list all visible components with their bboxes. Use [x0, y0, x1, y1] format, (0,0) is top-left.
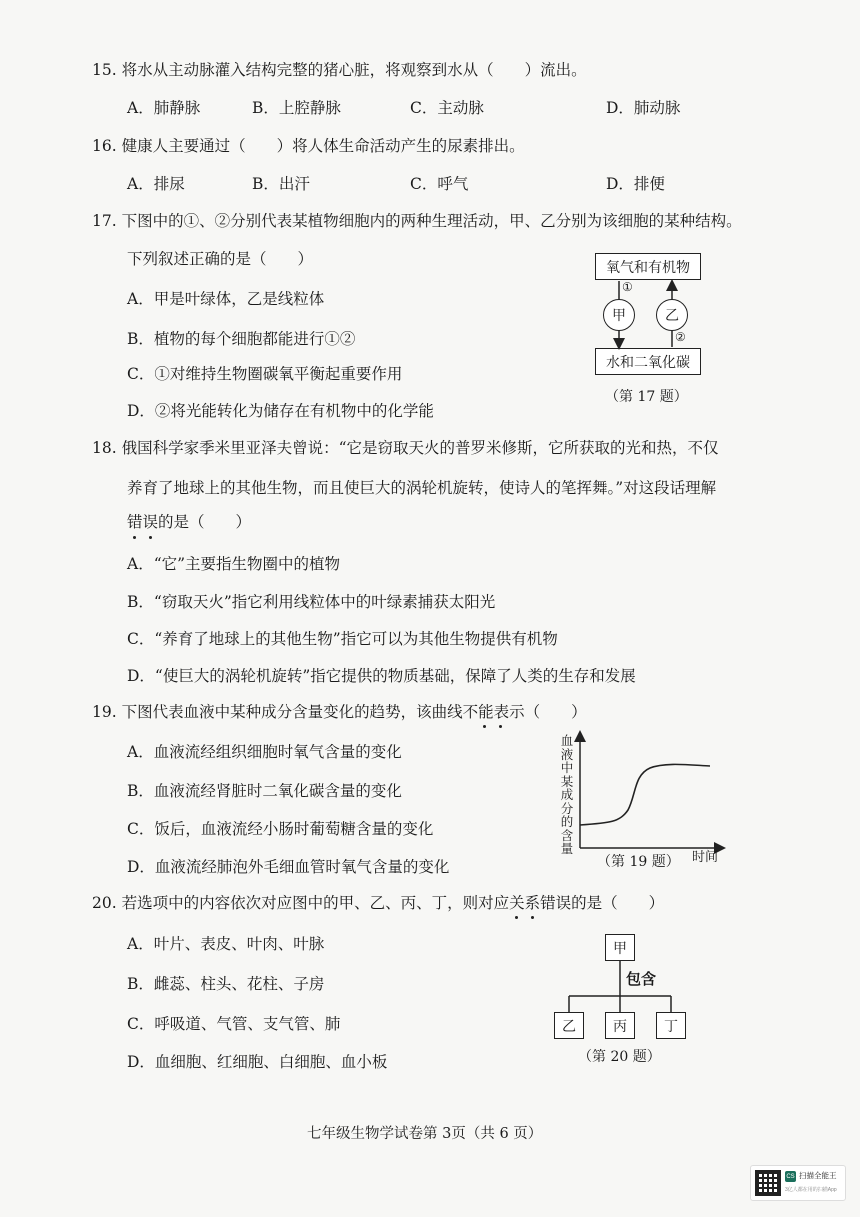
q16-stem: 16. 健康人主要通过（ ）将人体生命活动产生的尿素排出。 [92, 137, 525, 155]
fig19-ylabel-char: 含 [560, 827, 574, 843]
q17-option-a: A．甲是叶绿体，乙是线粒体 [127, 290, 325, 308]
fig19-ylabel-char: 量 [560, 841, 574, 856]
camscanner-logo-icon: CS [785, 1171, 796, 1182]
q16-option-a: A．排尿 [127, 175, 185, 193]
fig19-ylabel-char: 成 [560, 787, 574, 802]
fig17-bottom-box: 水和二氧化碳 [595, 348, 701, 375]
q15-option-a: A．肺静脉 [127, 99, 201, 117]
fig19-ylabel-char: 血 [560, 733, 574, 748]
fig17-caption: （第 17 题） [605, 389, 688, 405]
fig17-label-2: ② [675, 330, 686, 344]
scanner-subtitle: 3亿人都在用的扫描App [785, 1187, 837, 1193]
fig17-circle-yi: 乙 [656, 299, 688, 331]
fig17-circle-jia: 甲 [603, 299, 635, 331]
fig20-caption: （第 20 题） [578, 1049, 661, 1065]
fig20-relation-label: 包含 [626, 970, 657, 988]
q18-stem: 18. 俄国科学家季米里亚泽夫曾说：“它是窃取天火的普罗米修斯，它所获取的光和热，不仅 [92, 439, 719, 457]
q18-stem-line2: 养育了地球上的其他生物，而且使巨大的涡轮机旋转，使诗人的笔挥舞。”对这段话理解 [127, 479, 717, 497]
q17-option-c: C．①对维持生物圈碳氧平衡起重要作用 [127, 365, 403, 383]
q20-option-d: D．血细胞、红细胞、白细胞、血小板 [127, 1053, 388, 1071]
q19-option-c: C．饭后，血液流经小肠时葡萄糖含量的变化 [127, 820, 434, 838]
page-footer: 七年级生物学试卷第 3页（共 6 页） [307, 1126, 543, 1142]
q18-stem-line3: 错误的是（ ） [127, 513, 252, 531]
q17-stem-line2: 下列叙述正确的是（ ） [127, 250, 314, 268]
q16-option-b: B．出汗 [252, 175, 310, 193]
fig20-child-bing: 丙 [605, 1012, 635, 1039]
q17-stem: 17. 下图中的①、②分别代表某植物细胞内的两种生理活动，甲、乙分别为该细胞的某种结构。 [92, 212, 742, 230]
q17-option-d: D．②将光能转化为储存在有机物中的化学能 [127, 402, 434, 420]
q20-option-c: C．呼吸道、气管、支气管、肺 [127, 1015, 341, 1033]
q19-option-d: D．血液流经肺泡外毛细血管时氧气含量的变化 [127, 858, 450, 876]
q20-option-a: A．叶片、表皮、叶肉、叶脉 [127, 935, 325, 953]
fig19-ylabel-char: 液 [560, 746, 574, 762]
fig19-ylabel-char: 分 [560, 800, 574, 816]
q15-option-d: D．肺动脉 [606, 99, 681, 117]
qr-code-icon [755, 1170, 781, 1196]
fig19-caption: （第 19 题） [597, 854, 680, 870]
q19-stem: 19. 下图代表血液中某种成分含量变化的趋势，该曲线不能表示（ ） [92, 703, 587, 721]
q15-stem: 15. 将水从主动脉灌入结构完整的猪心脏，将观察到水从（ ）流出。 [92, 61, 587, 79]
q19-option-b: B．血液流经肾脏时二氧化碳含量的变化 [127, 782, 402, 800]
fig20-child-yi: 乙 [554, 1012, 584, 1039]
q15-option-c: C．主动脉 [410, 99, 484, 117]
q19-option-a: A．血液流经组织细胞时氧气含量的变化 [127, 743, 402, 761]
fig19-ylabel-char: 某 [560, 773, 574, 789]
fig19-xlabel: 时间 [692, 850, 719, 865]
q17-option-b: B．植物的每个细胞都能进行①② [127, 330, 356, 348]
fig19-ylabel-char: 中 [560, 760, 574, 775]
q18-option-d: D．“使巨大的涡轮机旋转”指它提供的物质基础，保障了人类的生存和发展 [127, 667, 636, 685]
q18-option-c: C．“养育了地球上的其他生物”指它可以为其他生物提供有机物 [127, 630, 558, 648]
q18-option-a: A．“它”主要指生物圈中的植物 [127, 555, 341, 573]
fig20-top-box: 甲 [605, 934, 635, 961]
fig20-child-ding: 丁 [656, 1012, 686, 1039]
q20-stem: 20. 若选项中的内容依次对应图中的甲、乙、丙、丁，则对应关系错误的是（ ） [92, 894, 665, 912]
q15-option-b: B．上腔静脉 [252, 99, 341, 117]
fig17-top-box: 氧气和有机物 [595, 253, 701, 280]
q18-option-b: B．“窃取天火”指它利用线粒体中的叶绿素捕获太阳光 [127, 593, 496, 611]
fig19-ylabel-char: 的 [560, 814, 574, 829]
q16-option-c: C．呼气 [410, 175, 469, 193]
q16-option-d: D．排便 [606, 175, 665, 193]
q20-option-b: B．雌蕊、柱头、花柱、子房 [127, 975, 325, 993]
scanner-watermark [750, 1165, 846, 1201]
fig17-label-1: ① [622, 280, 633, 294]
scanner-title: 扫描全能王 [799, 1171, 837, 1180]
